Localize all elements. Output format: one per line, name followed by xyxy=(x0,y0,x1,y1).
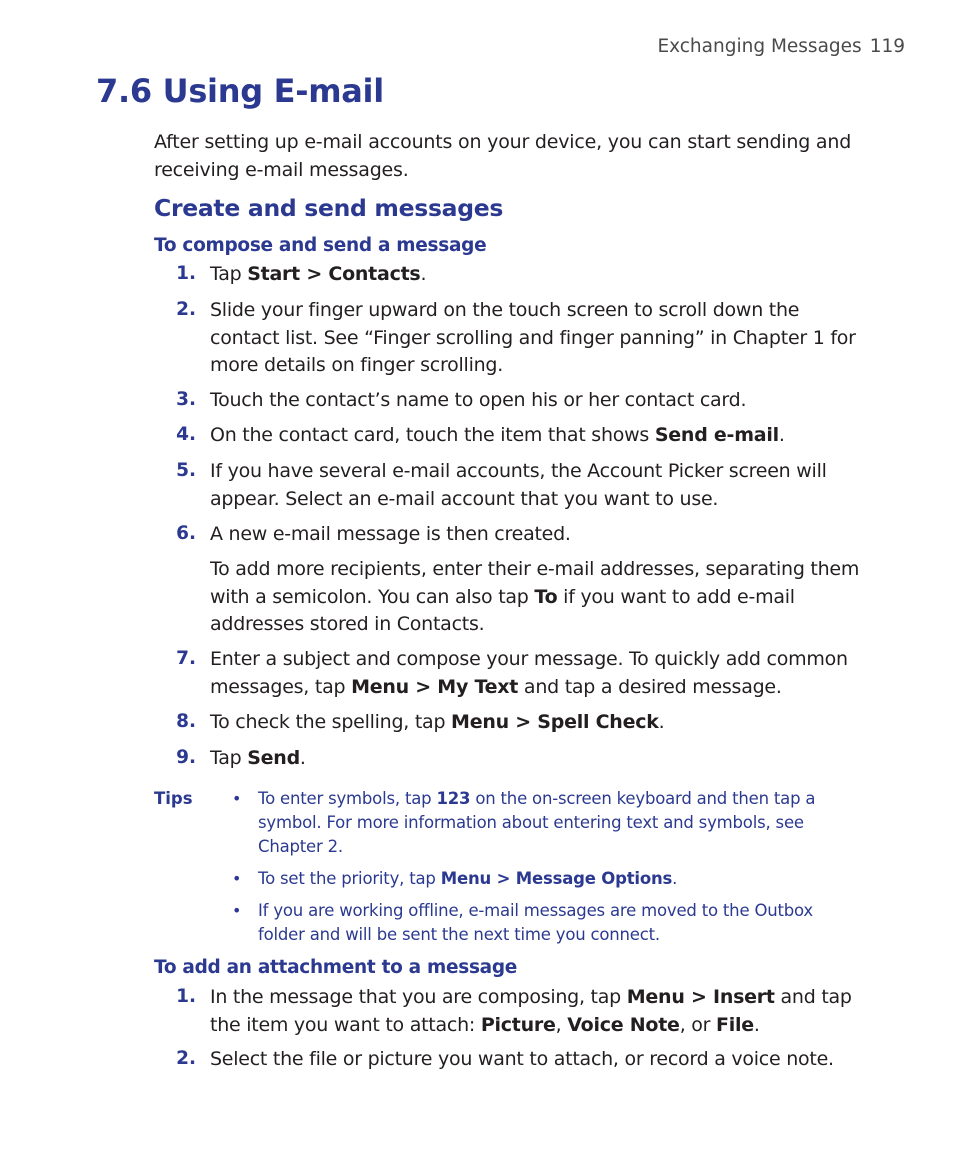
text-run: In the message that you are composing, tap xyxy=(210,986,627,1008)
step-number: 1. xyxy=(176,986,196,1007)
step-text xyxy=(210,709,870,737)
text-run: and tap a desired message. xyxy=(518,675,782,698)
text-run: Tap xyxy=(210,263,248,285)
section-heading: Create and send messages xyxy=(154,194,504,222)
bold-term: Menu > Spell Check xyxy=(451,711,659,733)
text-run: . xyxy=(420,263,427,285)
text-run: . xyxy=(299,747,306,769)
text-run: To set the priority, tap xyxy=(258,869,441,888)
text-run: To add more recipients, enter their e-mail addresses, separating them with a semicolon. You can also tap xyxy=(210,558,860,608)
page-number: 119 xyxy=(869,36,905,57)
step-text xyxy=(210,458,870,513)
bold-term: Menu > My Text xyxy=(351,675,519,698)
bold-term: File xyxy=(716,1013,754,1036)
tip-item xyxy=(258,787,848,859)
text-run: A new e-mail message is then created. xyxy=(210,523,571,545)
text-run: . xyxy=(753,1013,760,1036)
text-run: If you have several e-mail accounts, the Account Picker screen will appear. Select an e-mail account that you want to use. xyxy=(210,460,827,510)
step-number: 3. xyxy=(176,389,196,410)
text-run: . xyxy=(672,869,678,888)
bold-term: 123 xyxy=(436,789,471,808)
step-text xyxy=(210,387,870,415)
step-text xyxy=(210,422,870,450)
step-number: 2. xyxy=(176,1048,196,1069)
text-run: on the on-screen keyboard and then tap a symbol. For more information about entering text and symbols, see Chapter 2. xyxy=(258,789,816,856)
bold-term: Start > Contacts xyxy=(247,263,421,285)
step-text xyxy=(210,984,870,1039)
tip-item xyxy=(258,899,848,947)
bold-term: Voice Note xyxy=(567,1013,680,1036)
bullet-icon: • xyxy=(232,869,242,888)
step-number: 9. xyxy=(176,747,196,768)
bold-term: Send e-mail xyxy=(654,424,779,446)
tips-label: Tips xyxy=(154,789,193,808)
bold-term: Menu > Message Options xyxy=(440,869,673,888)
bold-term: Picture xyxy=(480,1013,556,1036)
text-run: Enter a subject and compose your message. To quickly add common messages, tap xyxy=(210,648,848,698)
step-number: 6. xyxy=(176,523,196,544)
text-run: Tap xyxy=(210,747,248,769)
step-number: 7. xyxy=(176,648,196,669)
text-run: Select the file or picture you want to attach, or record a voice note. xyxy=(210,1048,834,1070)
text-run: If you are working offline, e-mail messages are moved to the Outbox folder and will be sent the next time you connect. xyxy=(258,901,813,944)
tip-item xyxy=(258,867,848,891)
text-run: . xyxy=(778,424,785,446)
bullet-icon: • xyxy=(232,789,242,808)
attachment-heading: To add an attachment to a message xyxy=(154,957,518,978)
text-run: . xyxy=(658,711,665,733)
bold-term: Send xyxy=(247,747,300,769)
bold-term: Menu > Insert xyxy=(626,986,775,1008)
step-number: 5. xyxy=(176,460,196,481)
step-text xyxy=(210,1046,870,1074)
step-number: 8. xyxy=(176,711,196,732)
step-number: 2. xyxy=(176,299,196,320)
step-number: 4. xyxy=(176,424,196,445)
text-run: To enter symbols, tap xyxy=(258,789,437,808)
page-title: 7.6 Using E-mail xyxy=(96,72,384,110)
text-run: if you want to add e-mail addresses stored in Contacts. xyxy=(210,585,795,635)
text-run: and tap the item you want to attach: xyxy=(210,986,852,1036)
step-text xyxy=(210,261,870,289)
bold-term: To xyxy=(534,585,558,608)
text-run: Touch the contact’s name to open his or her contact card. xyxy=(210,389,747,411)
running-header xyxy=(657,36,905,57)
intro-paragraph: After setting up e-mail accounts on your device, you can start sending and receiving e-mail messages. xyxy=(154,131,852,181)
bullet-icon: • xyxy=(232,901,242,920)
header-section-title: Exchanging Messages xyxy=(657,36,862,57)
text-run: To check the spelling, tap xyxy=(210,711,452,733)
step-text xyxy=(210,646,870,701)
step-text xyxy=(210,297,870,380)
text-run: Slide your finger upward on the touch screen to scroll down the contact list. See “Finger scrolling and finger panning” in Chapter 1 for more details on finger scrolling. xyxy=(210,299,856,376)
step-text xyxy=(210,745,870,773)
step-number: 1. xyxy=(176,263,196,284)
compose-heading: To compose and send a message xyxy=(154,235,487,256)
step-text xyxy=(210,521,870,549)
text-run: On the contact card, touch the item that shows xyxy=(210,424,655,446)
step-continuation-text xyxy=(210,556,870,639)
text-run: , xyxy=(555,1013,568,1036)
text-run: , or xyxy=(679,1013,716,1036)
